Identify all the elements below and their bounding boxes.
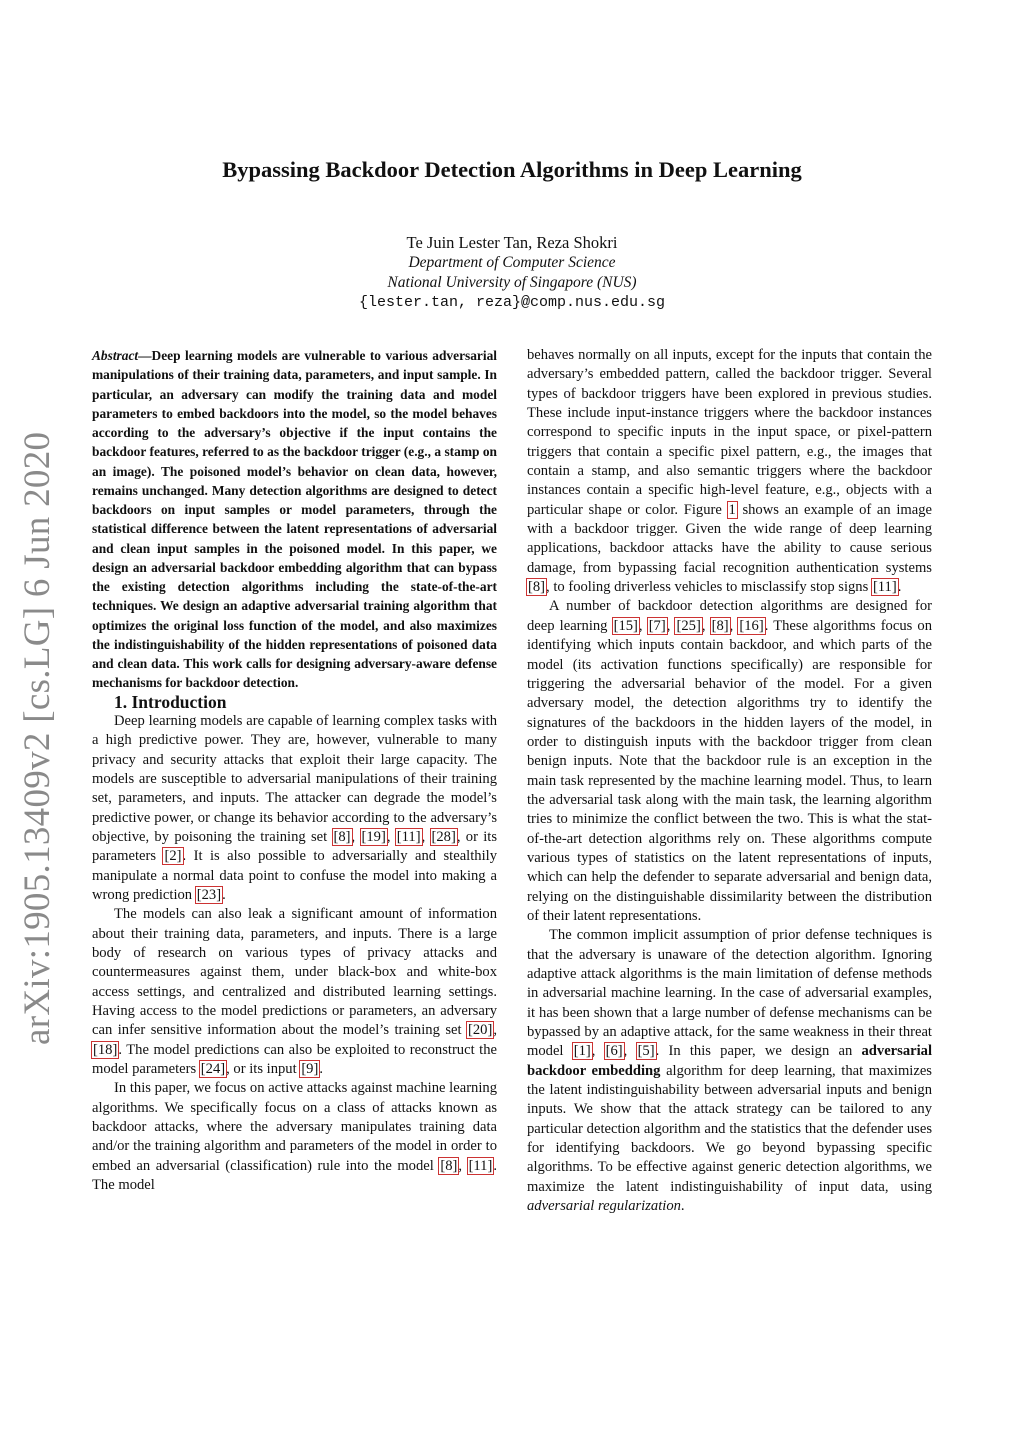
citation-link[interactable]: [9]	[301, 1061, 319, 1078]
citation-link[interactable]: [23]	[196, 886, 222, 903]
intro-paragraph-1: Deep learning models are capable of learning complex tasks with a high predictive power. They are, however, vulnerable to many privacy and security attacks that exploit their large capacity. The models are susceptible to adversarial manipulations of their training set, parameters, and inputs. The attacker can degrade the model’s predictive power, or change its behavior according to the adversary’s objective, by poisoning the training set [8], [19], [11], [28], or its parameters [2]. It is also possible to adversarially and stealthily manipulate a normal data point to confuse the model into making a wrong prediction [23].	[92, 712, 498, 903]
citation-link[interactable]: [8]	[711, 617, 729, 634]
abstract-label: Abstract	[92, 348, 139, 363]
right-column	[527, 346, 932, 1216]
citation-link[interactable]: [11]	[468, 1157, 493, 1174]
italic-term: adversarial regularization	[527, 1198, 681, 1215]
author-email[interactable]: {lester.tan, reza}@comp.nus.edu.sg	[358, 294, 666, 311]
citation-link[interactable]: [18]	[93, 1041, 118, 1058]
citation-link[interactable]: [8]	[528, 579, 546, 596]
citation-link[interactable]: [24]	[200, 1061, 226, 1078]
citation-link[interactable]: [16]	[739, 617, 764, 634]
author-department: Department of Computer Science	[408, 254, 616, 271]
citation-link[interactable]: [1]	[573, 1043, 591, 1060]
abstract-text: —Deep learning models are vulnerable to various adversarial manipulations of their training data, parameters, and input sample. In particular, an adversary can modify the training data and model parameters to embed backdoors into the model, so the model behaves according to the adversary’s objective if the input contains the backdoor features, referred to as the backdoor trigger (e.g., a stamp on an image). The poisoned model’s behavior on clean data, however, remains unchanged. Many detection algorithms are designed to detect backdoors on input samples or model parameters, through the statistical difference between the latent representations of adversarial and clean input samples in the poisoned model. In this paper, we design an adversarial backdoor embedding algorithm that can bypass the existing detection algorithms including the state-of-the-art techniques. We design an adaptive adversarial training algorithm that optimizes the original loss function of the model, and also maximizes the indistinguishability of the hidden representations of poisoned data and clean data. This work calls for designing adversary-aware defense mechanisms for backdoor detection.	[92, 348, 497, 691]
figure-link[interactable]: 1	[728, 501, 736, 518]
intro-paragraph-2: The models can also leak a significant amount of information about their training data, parameters, and inputs. There is a large body of research on various types of privacy attacks and countermeasures against them, under black-box and white-box access settings, and centralized and distributed learning settings. Having access to the model predictions or parameters, an adversary can infer sensitive information about the model’s training set [20], [18]. The model predictions can also be exploited to reconstruct the model parameters [24], or its input [9].	[92, 906, 497, 1078]
citation-link[interactable]: [19]	[361, 828, 386, 845]
bold-term: adversarial backdoor embedding	[527, 1043, 933, 1079]
intro-paragraph-5: The common implicit assumption of prior defense techniques is that the adversary is unaware of the detection algorithm. Ignoring adaptive attack algorithms is the main limitation of defense methods in adversarial machine learning. In the case of adversarial examples, it has been shown that a large number of defense mechanisms can be bypassed by an adaptive attack, for the same weakness in their threat model [1], [6], [5]. In this paper, we design an adversarial backdoor embedding algorithm for deep learning, that maximizes the latent indistinguishability between adversarial inputs and benign inputs. We show that the attack strategy can be tailored to any particular detection algorithm and the statistics that the defender uses for identifying backdoors. We go beyond bypassing specific algorithms. To be effective against generic detection algorithms, we maximize the latent indistinguishability of input data, using adversarial regularization.	[527, 927, 933, 1215]
citation-link[interactable]: [8]	[333, 828, 351, 845]
section-heading-introduction: 1. Introduction	[114, 691, 227, 712]
citation-link[interactable]: [28]	[431, 828, 456, 845]
author-block	[0, 233, 1024, 313]
citation-link[interactable]: [20]	[468, 1022, 493, 1039]
abstract	[92, 346, 497, 693]
intro-paragraph-3: In this paper, we focus on active attacks against machine learning algorithms. We specifically focus on a class of attacks known as backdoor attacks, where the adversary manipulates training data and/or the training algorithm and parameters of the model in order to embed an adversarial (classification) rule into the model [8], [11]. The model	[92, 1080, 497, 1194]
left-column	[92, 346, 497, 1195]
paper-title: Bypassing Backdoor Detection Algorithms in Deep Learning	[222, 157, 802, 182]
citation-link[interactable]: [5]	[637, 1043, 655, 1060]
citation-link[interactable]: [11]	[396, 828, 421, 845]
citation-link[interactable]: [8]	[440, 1157, 458, 1174]
intro-paragraph-3-continued: behaves normally on all inputs, except for the inputs that contain the adversary’s embedded pattern, called the backdoor trigger. Several types of backdoor triggers have been explored in previous studies. These include input-instance triggers where the backdoor instances correspond to specific inputs in the input space, or pixel-pattern triggers that contain a specific pixel pattern, e.g., the images that contain a stamp, and also semantic triggers where the backdoor instances contain a specific high-level feature, e.g., objects with a particular shape or color. Figure 1 shows an example of an image with a backdoor trigger. Given the wide range of deep learning applications, backdoor attacks have the ability to cause serious damage, from bypassing facial recognition authentication systems [8], to fooling driverless vehicles to misclassify stop signs [11].	[527, 347, 932, 596]
arxiv-stamp: arXiv:1905.13409v2 [cs.LG] 6 Jun 2020	[17, 431, 58, 1045]
author-university: National University of Singapore (NUS)	[387, 274, 637, 291]
citation-link[interactable]: [11]	[872, 579, 897, 596]
citation-link[interactable]: [6]	[605, 1043, 623, 1060]
citation-link[interactable]: [7]	[648, 617, 666, 634]
citation-link[interactable]: [2]	[164, 848, 182, 865]
author-names: Te Juin Lester Tan, Reza Shokri	[406, 233, 618, 252]
citation-link[interactable]: [15]	[613, 617, 638, 634]
citation-link[interactable]: [25]	[676, 617, 701, 634]
intro-paragraph-4: A number of backdoor detection algorithms are designed for deep learning [15], [7], [25], [8], [16]. These algorithms focus on identifying which inputs contain backdoor, and which parts of the model (its activation functions specifically) are responsible for triggering the adversarial behavior of the model. For a given adversary model, the detection algorithms try to identify the signatures of the backdoors in the hidden layers of the model, in order to distinguish inputs with the backdoor trigger from clean benign inputs. Note that the backdoor rule is an exception in the main task represented by the machine learning model. Thus, to learn the adversarial task along with the main task, the learning algorithm tries to minimize the conflict between the two. This is what the stat-of-the-art detection algorithms rely on. These algorithms compute various types of statistics on the latent representations of inputs, which can help the defender to separate adversarial and benign data, relying on the distinguishable dissimilarity between the distribution of their latent representations.	[527, 598, 933, 924]
